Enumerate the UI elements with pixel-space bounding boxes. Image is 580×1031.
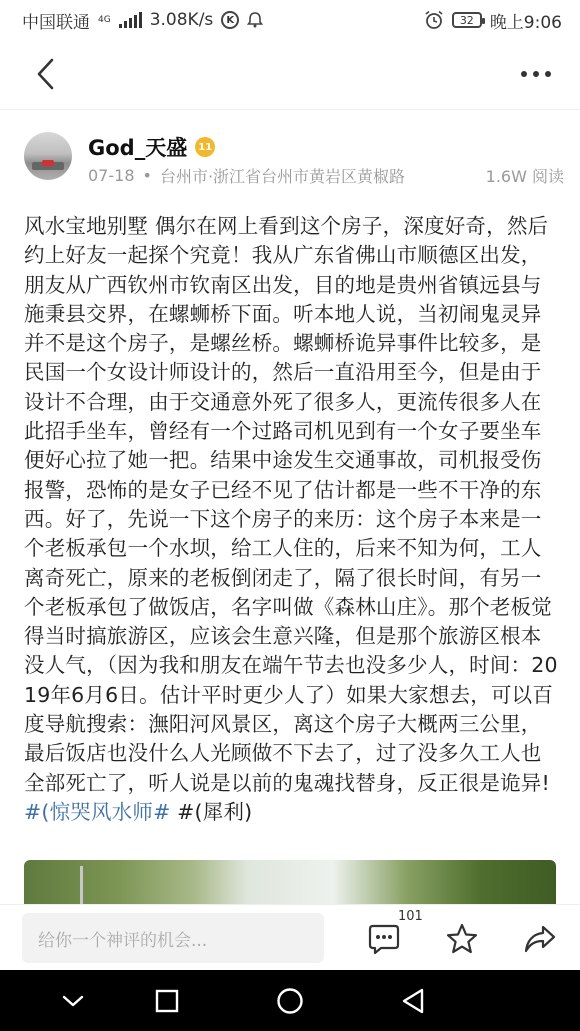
level-badge-icon: 11 [195,137,215,157]
back-arrow-icon[interactable] [28,56,64,92]
post-author-header [24,130,564,190]
battery-level: 32 [459,13,474,27]
comment-count: 101 [398,909,423,924]
network-type: 4G [98,14,111,25]
nav-home-icon[interactable] [273,984,307,1018]
more-dots-icon[interactable] [516,58,556,90]
system-nav-bar [0,970,580,1031]
carrier-label: 中国联通 [22,12,90,33]
clock: 晚上9:06 [489,12,562,33]
author-name[interactable]: God_天盛 [88,136,188,160]
view-count: 1.6W 阅读 [485,167,564,186]
share-icon[interactable] [520,919,560,959]
nav-back-triangle-icon[interactable] [396,984,430,1018]
star-icon[interactable] [442,919,482,959]
comment-input[interactable]: 给你一个神评的机会... [22,913,324,963]
post-date: 07-18 [88,166,135,185]
comment-bar [0,904,580,970]
avatar[interactable] [24,132,72,180]
net-speed: 3.08K/s [149,10,214,30]
author-name-row[interactable] [88,132,215,162]
post-image[interactable] [24,860,556,904]
comment-icon[interactable] [364,919,404,959]
status-left [22,8,263,33]
battery-icon [452,12,482,28]
nav-recents-icon[interactable] [150,984,184,1018]
post-meta: 07-18 • 台州市·浙江省台州市黄岩区黄椒路 1.6W 阅读 [88,166,564,186]
nav-back-icon[interactable] [56,984,90,1018]
hashtag-link[interactable]: #(惊哭风水师# [24,799,171,824]
hashtag-text: #(犀利) [177,799,253,824]
bell-icon [247,12,263,28]
post-location[interactable]: 台州市·浙江省台州市黄岩区黄椒路 [159,167,406,186]
status-right [424,8,562,33]
alarm-icon [424,10,444,30]
k-circle-icon: K [221,11,239,29]
status-bar [0,0,580,40]
app-bar [0,40,580,110]
signal-icon [119,12,142,28]
post-body [24,212,558,827]
post-text: 风水宝地别墅 偶尔在网上看到这个房子，深度好奇，然后约上好友一起探个究竟！我从广东省佛山市顺德区出发，朋友从广西钦州市钦南区出发，目的地是贵州省镇远县与施秉县交界，在螺蛳桥下面。听本地人说，当初闹鬼灵异并不是这个房子，是螺丝桥。螺蛳桥诡异事件比较多，是民国一个女设计师设计的，然后一直沿用至今，但是由于设计不合理，由于交通意外死了很多人，更流传很多人在此招手坐车，曾经有一个过路司机见到有一个女子要坐车便好心拉了她一把。结果中途发生交通事故，司机报受伤报警，恐怖的是女子已经不见了估计都是一些不干净的东西。好了，先说一下这个房子的来历：这个房子本来是一个老板承包一个水坝，给工人住的，后来不知为何，工人离奇死亡，原来的老板倒闭走了，隔了很长时间，有另一个老板承包了做饭店，名字叫做《森林山庄》。那个老板觉得当时搞旅游区，应该会生意兴隆，但是那个旅游区根本没人气，（因为我和朋友在端午节去也没多少人，时间：2019年6月6日。估计平时更少人了）如果大家想去，可以百度导航搜索：潕阳河风景区，离这个房子大概两三公里，最后饭店也没什么人光顾做不下去了，过了没多久工人也全部死亡了，听人说是以前的鬼魂找替身，反正很是诡异! [24,214,558,795]
